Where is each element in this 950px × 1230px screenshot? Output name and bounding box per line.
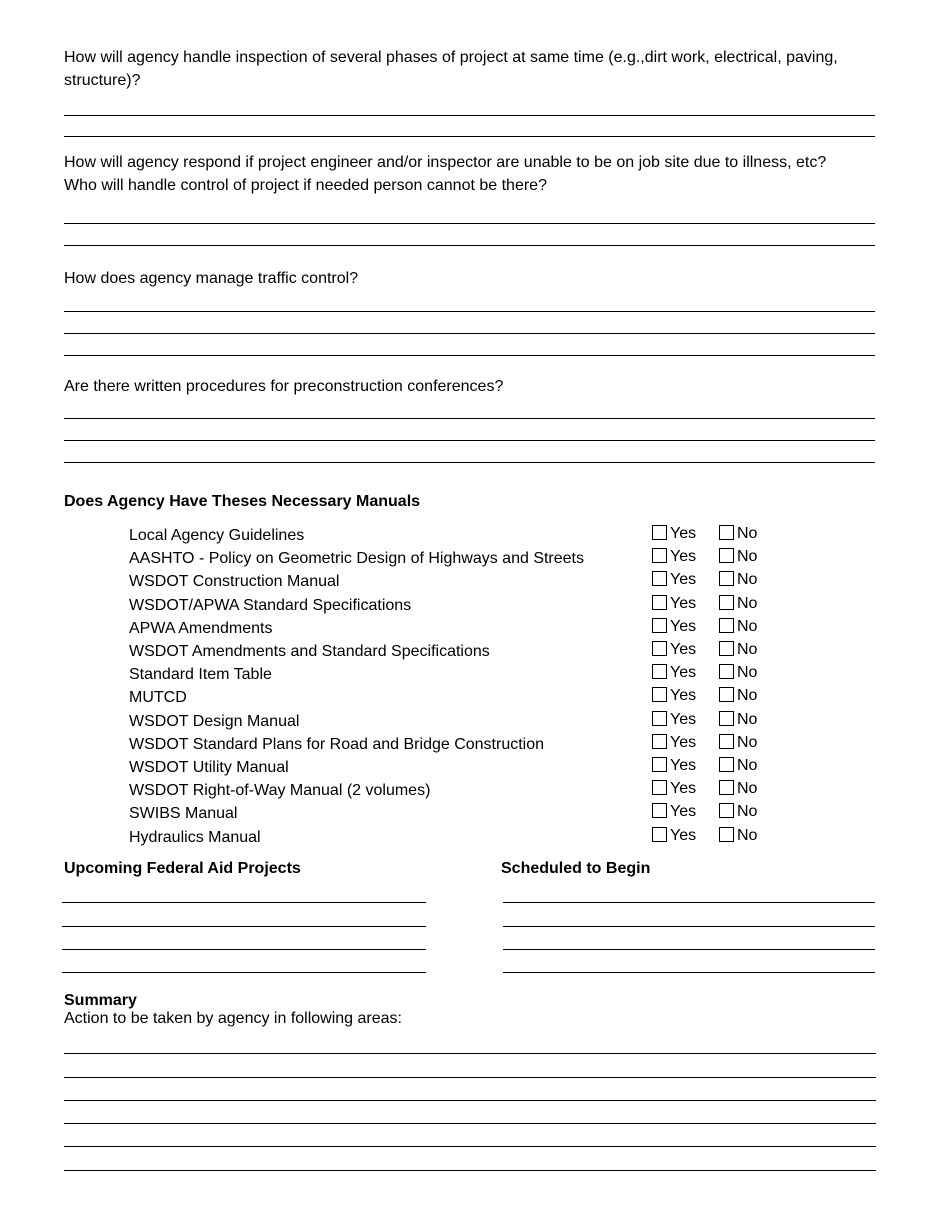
no-checkbox[interactable]: [719, 548, 734, 563]
no-option[interactable]: [719, 617, 757, 637]
manual-label: WSDOT Utility Manual: [129, 759, 289, 776]
yes-label: Yes: [670, 641, 697, 658]
yes-label: Yes: [670, 548, 697, 565]
yes-option[interactable]: [652, 640, 696, 660]
schedule-line[interactable]: [503, 926, 875, 927]
schedule-line[interactable]: [503, 949, 875, 950]
summary-line[interactable]: [64, 1146, 876, 1147]
yes-label: Yes: [670, 687, 697, 704]
summary-line[interactable]: [64, 1053, 876, 1054]
manual-label: Local Agency Guidelines: [129, 527, 305, 544]
manual-label: Standard Item Table: [129, 666, 272, 683]
yes-label: Yes: [670, 827, 697, 844]
no-option[interactable]: [719, 640, 757, 660]
answer-line[interactable]: [64, 311, 875, 312]
yes-label: Yes: [670, 780, 697, 797]
answer-line[interactable]: [64, 245, 875, 246]
no-label: No: [737, 571, 758, 588]
yes-checkbox[interactable]: [652, 548, 667, 563]
no-label: No: [737, 803, 758, 820]
yes-checkbox[interactable]: [652, 641, 667, 656]
no-label: No: [737, 618, 758, 635]
no-label: No: [737, 711, 758, 728]
no-option[interactable]: [719, 710, 757, 730]
yes-option[interactable]: [652, 802, 696, 822]
answer-line[interactable]: [64, 223, 875, 224]
yes-option[interactable]: [652, 663, 696, 683]
no-checkbox[interactable]: [719, 827, 734, 842]
no-label: No: [737, 595, 758, 612]
question-engineer-absence: How will agency respond if project engineer and/or inspector are unable to be on job site due to illness, etc? Who will handle control of project if needed person cannot be there?: [64, 154, 827, 194]
scheduled-to-begin-heading: Scheduled to Begin: [501, 860, 651, 877]
project-line[interactable]: [62, 902, 426, 903]
manual-label: WSDOT Design Manual: [129, 713, 300, 730]
no-checkbox[interactable]: [719, 711, 734, 726]
manuals-heading: Does Agency Have Theses Necessary Manuals: [64, 493, 421, 510]
yes-checkbox[interactable]: [652, 595, 667, 610]
yes-label: Yes: [670, 664, 697, 681]
yes-label: Yes: [670, 803, 697, 820]
no-option[interactable]: [719, 663, 757, 683]
summary-line[interactable]: [64, 1100, 876, 1101]
yes-label: Yes: [670, 525, 697, 542]
summary-heading: Summary: [64, 992, 137, 1009]
no-checkbox[interactable]: [719, 757, 734, 772]
no-label: No: [737, 827, 758, 844]
manual-label: SWIBS Manual: [129, 805, 238, 822]
manual-label: WSDOT/APWA Standard Specifications: [129, 597, 412, 614]
no-checkbox[interactable]: [719, 780, 734, 795]
no-checkbox[interactable]: [719, 595, 734, 610]
yes-checkbox[interactable]: [652, 780, 667, 795]
no-checkbox[interactable]: [719, 734, 734, 749]
yes-option[interactable]: [652, 779, 696, 799]
upcoming-projects-heading: Upcoming Federal Aid Projects: [64, 860, 301, 877]
no-option[interactable]: [719, 779, 757, 799]
no-label: No: [737, 757, 758, 774]
no-option[interactable]: [719, 826, 757, 846]
no-option[interactable]: [719, 524, 757, 544]
manual-label: APWA Amendments: [129, 620, 273, 637]
question-traffic-control: How does agency manage traffic control?: [64, 270, 359, 287]
yes-option[interactable]: [652, 686, 696, 706]
answer-line[interactable]: [64, 462, 875, 463]
schedule-line[interactable]: [503, 972, 875, 973]
no-checkbox[interactable]: [719, 803, 734, 818]
yes-option[interactable]: [652, 524, 696, 544]
yes-checkbox[interactable]: [652, 711, 667, 726]
yes-checkbox[interactable]: [652, 664, 667, 679]
yes-label: Yes: [670, 711, 697, 728]
no-checkbox[interactable]: [719, 618, 734, 633]
yes-option[interactable]: [652, 756, 696, 776]
no-label: No: [737, 734, 758, 751]
yes-checkbox[interactable]: [652, 687, 667, 702]
yes-option[interactable]: [652, 710, 696, 730]
schedule-line[interactable]: [503, 902, 875, 903]
yes-label: Yes: [670, 618, 697, 635]
answer-line[interactable]: [64, 355, 875, 356]
yes-label: Yes: [670, 757, 697, 774]
manual-label: WSDOT Right-of-Way Manual (2 volumes): [129, 782, 431, 799]
no-option[interactable]: [719, 594, 757, 614]
yes-option[interactable]: [652, 826, 696, 846]
summary-line[interactable]: [64, 1123, 876, 1124]
answer-line[interactable]: [64, 115, 875, 116]
yes-checkbox[interactable]: [652, 803, 667, 818]
summary-line[interactable]: [64, 1170, 876, 1171]
yes-checkbox[interactable]: [652, 734, 667, 749]
no-checkbox[interactable]: [719, 525, 734, 540]
no-label: No: [737, 525, 758, 542]
project-line[interactable]: [62, 972, 426, 973]
project-line[interactable]: [62, 926, 426, 927]
yes-checkbox[interactable]: [652, 618, 667, 633]
yes-label: Yes: [670, 571, 697, 588]
no-option[interactable]: [719, 686, 757, 706]
yes-option[interactable]: [652, 570, 696, 590]
no-label: No: [737, 641, 758, 658]
summary-line[interactable]: [64, 1077, 876, 1078]
no-checkbox[interactable]: [719, 664, 734, 679]
no-option[interactable]: [719, 570, 757, 590]
no-option[interactable]: [719, 802, 757, 822]
manual-label: Hydraulics Manual: [129, 829, 261, 846]
manual-label: AASHTO - Policy on Geometric Design of Highways and Streets: [129, 550, 584, 567]
no-label: No: [737, 780, 758, 797]
no-option[interactable]: [719, 547, 757, 567]
yes-checkbox[interactable]: [652, 571, 667, 586]
yes-label: Yes: [670, 595, 697, 612]
project-line[interactable]: [62, 949, 426, 950]
yes-label: Yes: [670, 734, 697, 751]
yes-option[interactable]: [652, 733, 696, 753]
no-label: No: [737, 687, 758, 704]
no-checkbox[interactable]: [719, 571, 734, 586]
no-option[interactable]: [719, 756, 757, 776]
summary-subtext: Action to be taken by agency in following areas:: [64, 1010, 402, 1027]
yes-checkbox[interactable]: [652, 525, 667, 540]
yes-option[interactable]: [652, 617, 696, 637]
answer-line[interactable]: [64, 136, 875, 137]
question-inspection-phases: How will agency handle inspection of several phases of project at same time (e.g.,dirt work, electrical, paving, structure)?: [64, 49, 838, 89]
manual-label: WSDOT Amendments and Standard Specifications: [129, 643, 490, 660]
no-checkbox[interactable]: [719, 641, 734, 656]
no-label: No: [737, 548, 758, 565]
yes-checkbox[interactable]: [652, 827, 667, 842]
answer-line[interactable]: [64, 440, 875, 441]
manual-label: WSDOT Standard Plans for Road and Bridge Construction: [129, 736, 545, 753]
manual-label: MUTCD: [129, 689, 187, 706]
answer-line[interactable]: [64, 333, 875, 334]
question-preconstruction-procedures: Are there written procedures for preconstruction conferences?: [64, 378, 504, 395]
answer-line[interactable]: [64, 418, 875, 419]
yes-option[interactable]: [652, 594, 696, 614]
no-checkbox[interactable]: [719, 687, 734, 702]
yes-option[interactable]: [652, 547, 696, 567]
no-label: No: [737, 664, 758, 681]
yes-checkbox[interactable]: [652, 757, 667, 772]
manual-label: WSDOT Construction Manual: [129, 573, 340, 590]
no-option[interactable]: [719, 733, 757, 753]
